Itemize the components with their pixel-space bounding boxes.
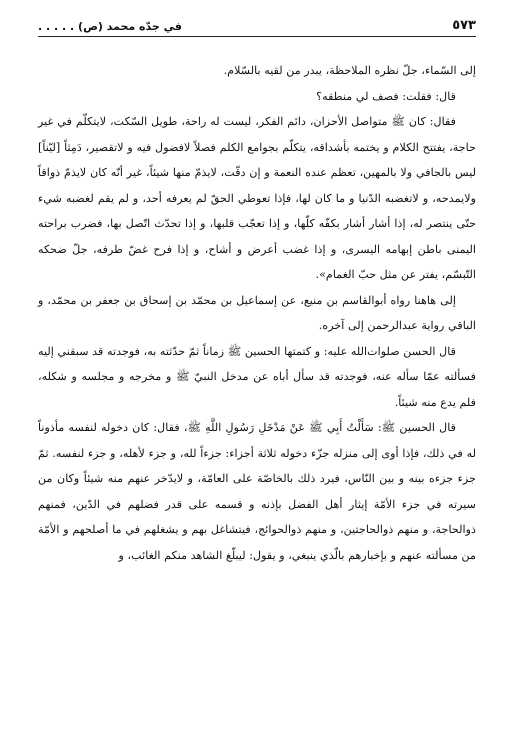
paragraph: قال الحسين ﷺ: سَأَلْتُ أَبِي ﷺ عَنْ مَدْخَلِ رَسُولِ اللَّهِ ﷺ، فقال: كان دخوله لنفسه مأذوناً له في ذلك، فإذا أوى إلى منزله جزّء دخوله ثلاثة أجزاء: جزءاً لله، و جزء لأهله، و جزء لنفسه. ثمّ جزء جزءه بينه و بين النّاس، فيرد ذلك بالخاصّة على العامّة، و لايدّخر عنهم منه شيئاً وكان من سيرته في جزء الأمّة إيثار أهل الفضل بإذنه و قسمه على قدر فضلهم في الدّين، فمنهم ذوالحاجة، و منهم ذوالحاجتين، و منهم ذوالحوائج، فيتشاغل بهم و يشغلهم في ما أصلحهم و الأمّة من مسألته عنهم و بإخبارهم بالّذي ينبغي، و يقول: ليبلّغ الشاهد منكم الغائب، و — [38, 421, 476, 562]
paragraph: قال الحسن صلوات‌الله عليه: و كتمتها الحسين ﷺ زماناً ثمّ حدّثته به، فوجدته قد سبقني إليه فسألته عمّا سأله عنه، فوجدته قد سأل أباه عن مدخل النبيّ ﷺ و مخرجه و مجلسه و شكله، فلم يدع منه شيئاً. — [38, 344, 476, 409]
page-number: ٥٧٣ — [452, 18, 476, 33]
paragraph: قال: فقلت: فصف لي منطقه؟ — [316, 89, 456, 103]
paragraph: فقال: كان ﷺ متواصل الأحزان، دائم الفكر، ليست له راحة، طويل السّكت، لايتكلّم في غير حاجة، يفتتح الكلام و يختمه بأشداقه، يتكلّم بجوامع الكلم فصلاً لافضول فيه و لاتقصير، دَمِثاً [ليّناً] ليس بالجافي ولا بالمهين، تعظم عنده النعمة و إن دقّت، لايذمّ منها شيئاً، غير أنّه كان لايذمّ ذواقاً ولايمدحه، و لاتغضبه الدّنيا و ما كان لها، فإذا تعوطي الحقّ لم يعرفه أحد، و لم يقم لغضبه شيء حتّى ينتصر له، إذا أشار أشار بكفّه كلّها، و إذا تعجّب قلبها، و إذا تحدّث اتّصل بها، فضرب براحته اليمنى باطن إبهامه اليسرى، و إذا غضب أعرض و أشاح، و إذا فرح غضّ طرفه، جلّ ضحكه التّبسّم، يفتر عن مثل حبّ الغمام». — [38, 115, 476, 281]
page-body — [38, 58, 476, 568]
running-header — [38, 10, 476, 37]
paragraph: إلى هاهنا رواه أبوالقاسم بن منيع، عن إسماعيل بن محمّد بن إسحاق بن جعفر بن محمّد، و الباقي رواية عبدالرحمن إلى آخره. — [38, 293, 476, 332]
paragraph: إلى السّماء، جلّ نظره الملاحظة، يبدر من لقيه بالسّلام. — [223, 64, 476, 77]
running-title: في جدّه محمد (ص) . . . . . — [38, 20, 182, 33]
